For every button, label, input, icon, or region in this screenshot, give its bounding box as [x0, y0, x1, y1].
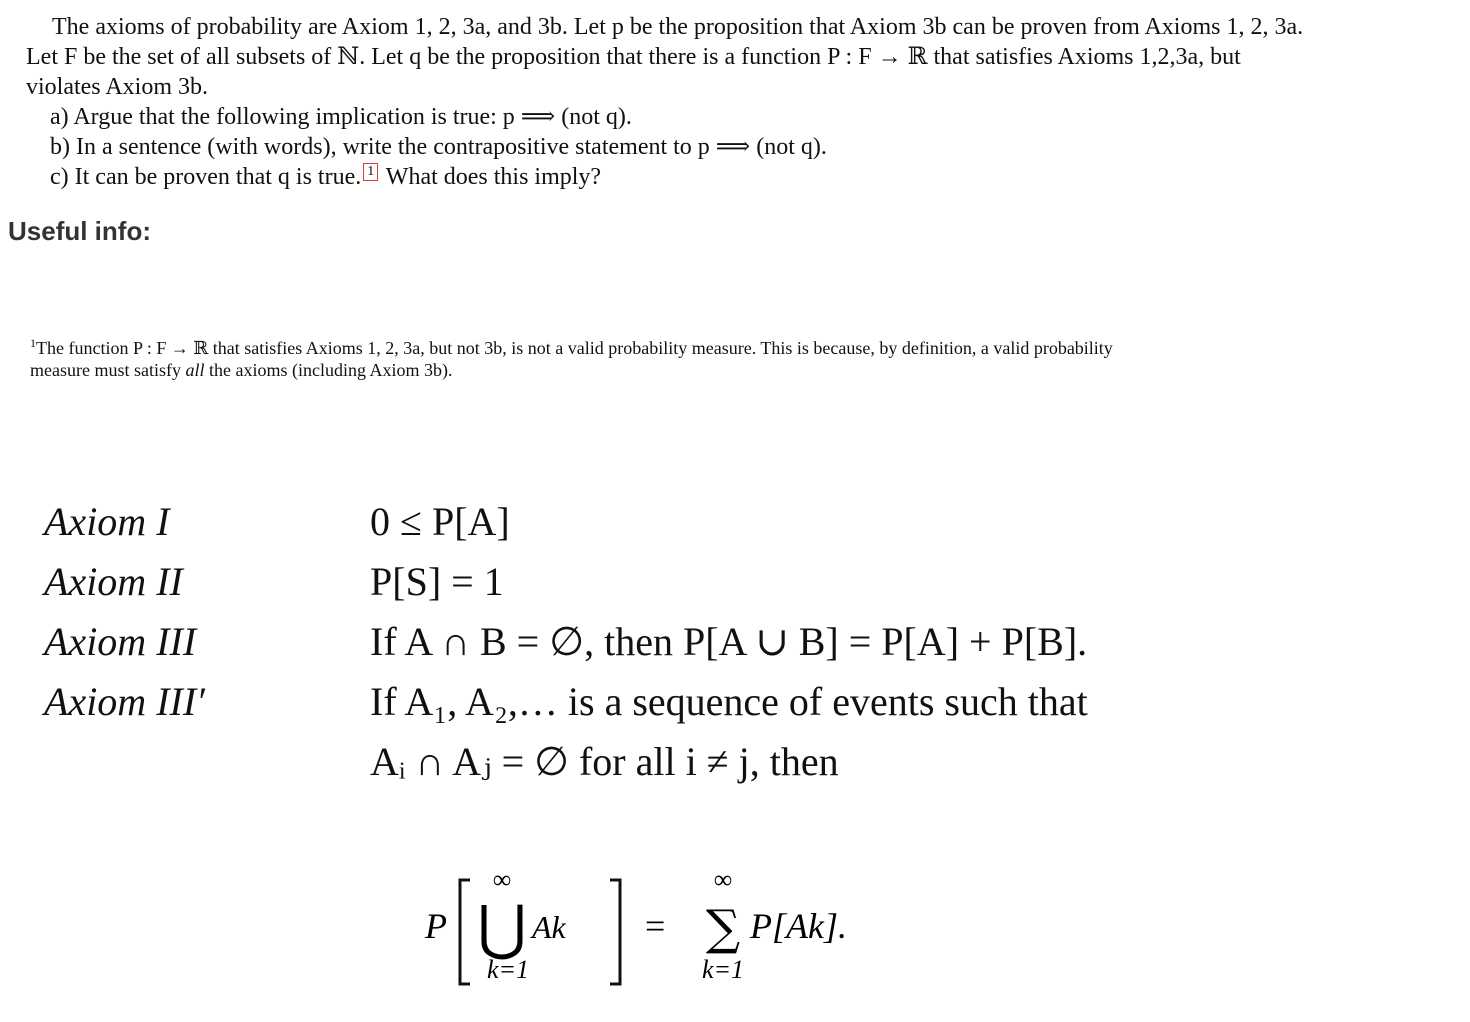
footnote-reference-link[interactable]: 1: [363, 163, 378, 181]
union-symbol: ⋃: [477, 893, 527, 963]
problem-statement: [26, 12, 1316, 192]
equals-sign: =: [645, 906, 666, 946]
axiom-3-statement: If A ∩ B = ∅, then P[A ∪ B] = P[A] + P[B].: [370, 619, 1088, 664]
footnote-emphasis: all: [185, 360, 205, 380]
sum-term: P[Ak].: [750, 906, 847, 946]
part-b: b) In a sentence (with words), write the contrapositive statement to p ⟹ (not q).: [50, 134, 827, 160]
part-c-text-end: What does this imply?: [380, 164, 602, 190]
sum-symbol: ∑: [705, 900, 741, 956]
axiom-3-name: Axiom III: [44, 619, 197, 664]
left-bracket: [460, 880, 470, 984]
axiom-2-statement: P[S] = 1: [370, 559, 504, 604]
axiom-3-prime-condition: Aᵢ ∩ Aⱼ = ∅ for all i ≠ j, then: [370, 739, 839, 784]
axiom-3-prime-statement: If A₁, A₂,… is a sequence of events such that: [370, 679, 1088, 724]
problem-intro: The axioms of probability are Axiom 1, 2, 3a, and 3b. Let p be the proposition that Axiom 3b can be proven from Axioms 1, 2, 3a. Let F be the set of all subsets of ℕ. Let q be the proposition that there is a function P : F → ℝ that satisfies Axioms 1,2,3a, but violates Axiom 3b.: [26, 14, 1304, 100]
footnote: [30, 332, 1310, 381]
union-lower-limit: k=1: [486, 955, 530, 984]
footnote-line-1: The function P : F → ℝ that satisfies Axioms 1, 2, 3a, but not 3b, is not a valid probability measure. This is because, by definition, a valid probability: [36, 338, 1113, 358]
axiom-3-prime-name: Axiom III′: [44, 679, 205, 724]
useful-info-heading: Useful info:: [8, 216, 151, 246]
footnote-line-2b: the axioms (including Axiom 3b).: [204, 360, 453, 380]
axiom-1-name: Axiom I: [44, 499, 170, 544]
footnote-line-2a: measure must satisfy: [30, 360, 186, 380]
sum-upper-limit: ∞: [713, 865, 733, 894]
axiom-1-statement: 0 ≤ P[A]: [370, 499, 510, 544]
formula-lhs-p: P: [425, 906, 447, 946]
part-c: [26, 162, 1316, 192]
part-c-text: c) It can be proven that q is true.: [50, 164, 362, 190]
union-term: Ak: [532, 909, 566, 945]
right-bracket: [610, 880, 620, 984]
footnote-mark: 1: [30, 336, 36, 350]
sum-lower-limit: k=1: [701, 955, 745, 984]
union-upper-limit: ∞: [492, 865, 512, 894]
countable-additivity-formula: [420, 860, 920, 1000]
part-a: a) Argue that the following implication is true: p ⟹ (not q).: [50, 104, 632, 130]
axiom-2-name: Axiom II: [44, 559, 183, 604]
